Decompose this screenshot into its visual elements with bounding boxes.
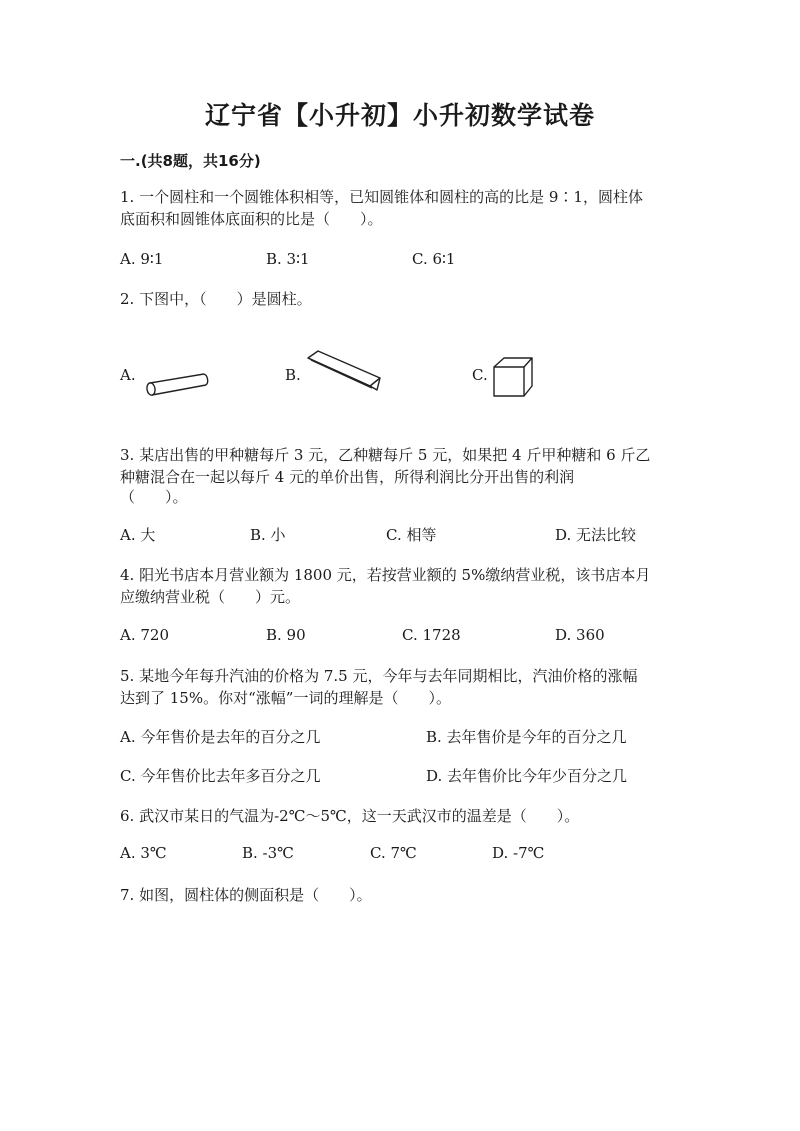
q1-option-b[interactable]: B. 3∶1 <box>266 250 310 268</box>
q4-option-d[interactable]: D. 360 <box>555 626 605 644</box>
q5-option-d[interactable]: D. 去年售价比今年少百分之几 <box>426 767 628 785</box>
q6-option-a[interactable]: A. 3℃ <box>120 844 167 862</box>
q5-option-c[interactable]: C. 今年售价比去年多百分之几 <box>120 767 321 785</box>
question-4-line-1: 4. 阳光书店本月营业额为 1800 元，若按营业额的 5%缴纳营业税，该书店本月 <box>120 566 651 584</box>
question-5-line-2: 达到了 15%。你对“涨幅”一词的理解是（ ）。 <box>120 689 451 707</box>
question-4-line-2: 应缴纳营业税（ ）元。 <box>120 588 301 606</box>
section-heading: 一.(共8题，共16分) <box>120 152 261 170</box>
question-3-line-3: （ ）。 <box>120 488 188 506</box>
q6-option-b[interactable]: B. -3℃ <box>242 844 294 862</box>
q5-option-a[interactable]: A. 今年售价是去年的百分之几 <box>120 728 321 746</box>
q3-option-d[interactable]: D. 无法比较 <box>555 526 637 544</box>
cube-icon[interactable] <box>492 356 536 398</box>
page-title: 辽宁省【小升初】小升初数学试卷 <box>204 101 595 130</box>
cylinder-rod-icon[interactable] <box>140 370 212 400</box>
question-3-line-2: 种糖混合在一起以每斤 4 元的单价出售，所得利润比分开出售的利润 <box>120 468 575 486</box>
question-2-line-1: 2. 下图中，（ ）是圆柱。 <box>120 290 312 308</box>
q4-option-b[interactable]: B. 90 <box>266 626 306 644</box>
q6-option-c[interactable]: C. 7℃ <box>370 844 417 862</box>
q3-option-c[interactable]: C. 相等 <box>386 526 437 544</box>
q2-option-a[interactable]: A. <box>120 366 136 384</box>
q4-option-a[interactable]: A. 720 <box>120 626 169 644</box>
q3-option-b[interactable]: B. 小 <box>250 526 286 544</box>
question-7-line-1: 7. 如图，圆柱体的侧面积是（ ）。 <box>120 886 372 904</box>
question-3-line-1: 3. 某店出售的甲种糖每斤 3 元，乙种糖每斤 5 元，如果把 4 斤甲种糖和 6 斤乙 <box>120 446 651 464</box>
q3-option-a[interactable]: A. 大 <box>120 526 156 544</box>
q5-option-b[interactable]: B. 去年售价是今年的百分之几 <box>426 728 627 746</box>
question-1-line-2: 底面积和圆锥体底面积的比是（ ）。 <box>120 210 383 228</box>
q2-option-b[interactable]: B. <box>285 366 301 384</box>
q1-option-a[interactable]: A. 9∶1 <box>120 250 164 268</box>
q1-option-c[interactable]: C. 6∶1 <box>412 250 456 268</box>
triangular-prism-icon[interactable] <box>304 348 384 394</box>
question-5-line-1: 5. 某地今年每升汽油的价格为 7.5 元，今年与去年同期相比，汽油价格的涨幅 <box>120 667 638 685</box>
q4-option-c[interactable]: C. 1728 <box>402 626 461 644</box>
question-1-line-1: 1. 一个圆柱和一个圆锥体积相等，已知圆锥体和圆柱的高的比是 9∶1，圆柱体 <box>120 188 643 206</box>
q6-option-d[interactable]: D. -7℃ <box>492 844 545 862</box>
q2-option-c[interactable]: C. <box>472 366 488 384</box>
question-6-line-1: 6. 武汉市某日的气温为-2℃～5℃，这一天武汉市的温差是（ ）。 <box>120 807 580 825</box>
